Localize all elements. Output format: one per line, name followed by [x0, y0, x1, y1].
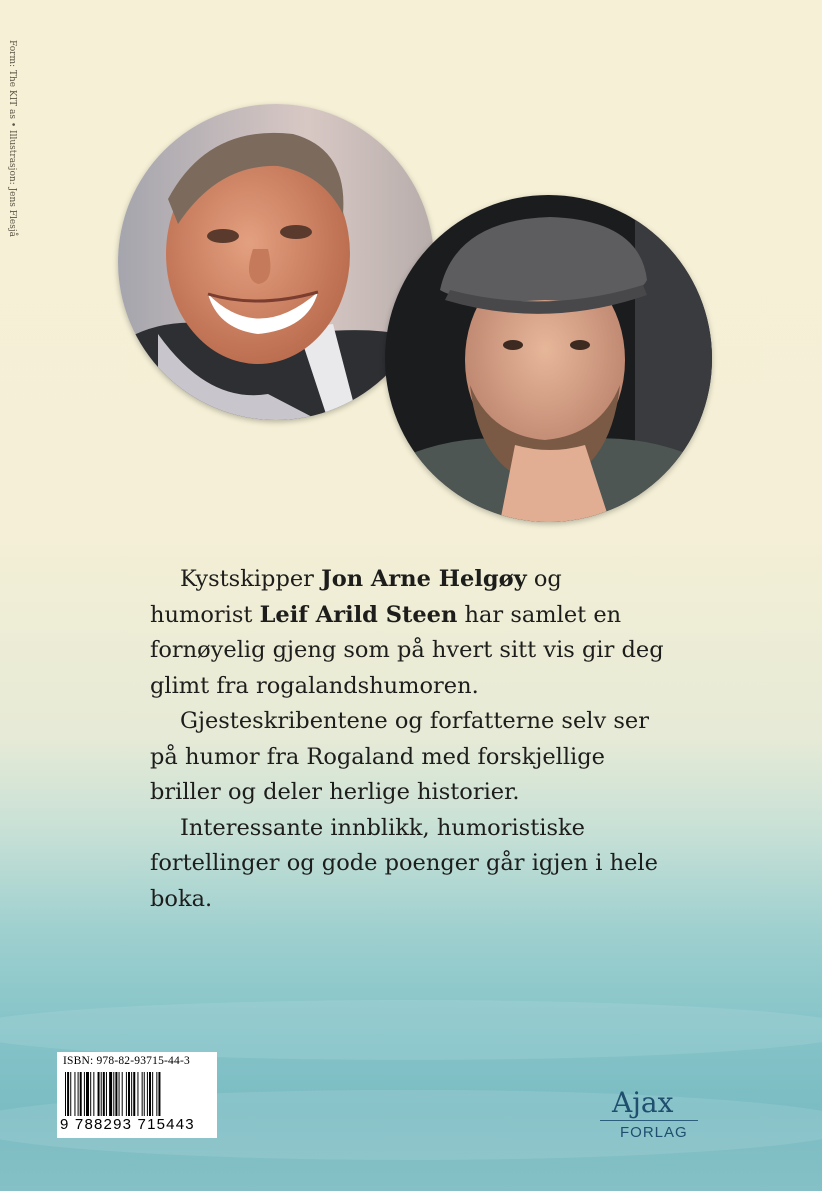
publisher-sub: FORLAG	[620, 1124, 688, 1141]
barcode-bar	[113, 1072, 114, 1116]
barcode-bar	[101, 1072, 102, 1116]
publisher-logo	[600, 1086, 730, 1146]
barcode-bar	[93, 1072, 94, 1116]
barcode-bar	[86, 1072, 89, 1116]
barcode-bar	[152, 1072, 153, 1116]
blurb-paragraph-1: Kystskipper Jon Arne Helgøy og humorist Leif Arild Steen har samlet en fornøyelig gjeng som på hvert sitt vis gir deg glimt fra rogalandshumoren.	[150, 566, 664, 699]
author-name-2: Leif Arild Steen	[259, 601, 458, 628]
logo-divider	[600, 1120, 698, 1121]
barcode-bar	[126, 1072, 127, 1116]
barcode-bar	[90, 1072, 91, 1116]
barcode-bar	[106, 1072, 107, 1116]
barcode-bar	[74, 1072, 75, 1116]
publisher-name: Ajax	[612, 1086, 674, 1119]
barcode-bar	[115, 1072, 117, 1116]
author-portrait-2	[385, 195, 712, 522]
isbn-digits: 9 788293 715443	[60, 1116, 195, 1133]
barcode-bar	[78, 1072, 79, 1116]
barcode-bar	[67, 1072, 69, 1116]
barcode-bar	[128, 1072, 130, 1116]
author-name-1: Jon Arne Helgøy	[321, 566, 527, 592]
blurb-paragraph-3: Interessante innblikk, humoristiske fortellinger og gode poenger går igjen i hele boka.	[150, 814, 658, 912]
isbn-label: ISBN: 978-82-93715-44-3	[63, 1055, 190, 1067]
isbn-barcode-box	[57, 1052, 217, 1138]
barcode-bar	[70, 1072, 71, 1116]
side-credit: Form: The KIT as • Illustrasjon: Jens Flesjå	[7, 40, 17, 238]
barcode-bar	[147, 1072, 148, 1116]
barcode-bar	[98, 1072, 100, 1116]
barcode-bar	[131, 1072, 132, 1116]
blurb-paragraph-2: Gjesteskribentene og forfatterne selv ser på humor fra Rogaland med forskjellige briller og deler herlige historier.	[150, 708, 649, 805]
barcode-bar	[137, 1072, 138, 1116]
barcode-bar	[84, 1072, 85, 1116]
sea-wave	[0, 1000, 822, 1060]
barcode-bar	[103, 1072, 105, 1116]
barcode-bar	[65, 1072, 66, 1116]
barcode-bar	[142, 1072, 143, 1116]
barcode-bar	[149, 1072, 151, 1116]
back-cover-blurb	[150, 562, 670, 917]
barcode-bar	[156, 1072, 157, 1116]
barcode-bar	[133, 1072, 135, 1116]
barcode-bar	[122, 1072, 123, 1116]
barcode-bar	[144, 1072, 145, 1116]
barcode-bar	[158, 1072, 160, 1116]
barcode-icon	[65, 1072, 209, 1116]
barcode-bar	[119, 1072, 120, 1116]
barcode-bar	[109, 1072, 112, 1116]
barcode-bar	[80, 1072, 82, 1116]
